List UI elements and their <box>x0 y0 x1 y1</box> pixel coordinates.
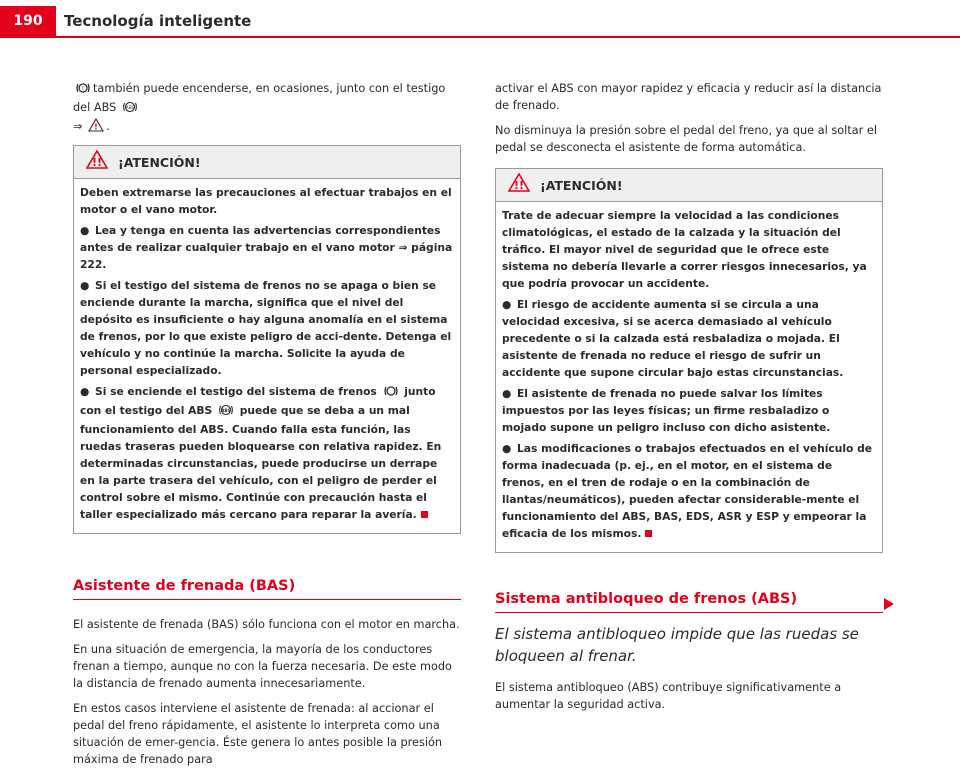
intro-text: también puede encenderse, en ocasiones, junto con el testigo del ABS <box>73 82 446 114</box>
end-marker <box>421 511 428 518</box>
paragraph: El asistente de frenada (BAS) sólo funciona con el motor en marcha. <box>73 618 460 631</box>
warning-lead: Trate de adecuar siempre la velocidad a las condiciones climatológicas, el estado de la calzada y la situación del tráfico. El mayor nivel de seguridad que le ofrece este sistema no debería llevarle a correr riesgos innecesarios, ya que podría provocar un accidente. <box>502 209 867 290</box>
abs-icon <box>218 404 234 421</box>
right-column <box>495 80 883 721</box>
warning-box-left <box>73 145 461 534</box>
warning-triangle-icon[interactable] <box>88 118 104 137</box>
warning-title: ¡ATENCIÓN! <box>540 177 623 193</box>
intro-end: . <box>106 120 110 133</box>
warning-bullet: ● Las modificaciones o trabajos efectuados en el vehículo de forma inadecuada (p. ej., en el motor, en el sistema de frenos, en el tren de rodaje o en la combinación de llantas/neumáticos), pueden afectar considerable-mente el funcionamiento del ABS, BAS, EDS, ASR y ESP y empeorar la eficacia de los mismos. <box>502 442 873 540</box>
paragraph: El sistema antibloqueo (ABS) contribuye significativamente a aumentar la seguridad activa. <box>495 681 842 711</box>
section-title-bas: Asistente de frenada (BAS) <box>73 578 461 600</box>
brake-warning-icon <box>383 385 399 402</box>
svg-text:!!: !! <box>91 156 103 169</box>
warning-body <box>496 202 882 552</box>
end-marker <box>645 530 652 537</box>
intro-arrow: ⇒ <box>73 120 83 133</box>
paragraph: activar el ABS con mayor rapidez y eficacia y reducir así la distancia de frenado. <box>495 82 882 112</box>
warning-triangle-icon <box>508 173 530 197</box>
chapter-title: Tecnología inteligente <box>64 12 252 30</box>
warning-triangle-icon <box>86 150 108 174</box>
intro-paragraph <box>73 80 461 137</box>
warning-bullet: ● El asistente de frenada no puede salvar los límites impuestos por las leyes físicas; un firme resbaladizo o mojado supone un peligro incluso con dicho asistente. <box>502 387 831 434</box>
svg-text:!: ! <box>94 122 98 132</box>
svg-text:!!: !! <box>513 179 525 192</box>
paragraph: En una situación de emergencia, la mayoría de los conductores frenan a tiempo, aunque no con la fuerza necesaria. De este modo la distancia de frenado aumenta innecesariamente. <box>73 643 452 690</box>
warning-bullet: ● Si se enciende el testigo del sistema de frenos junto con el testigo del ABS ABS puede que se deba a un mal funcionamiento del ABS. Cuando falla esta función, las ruedas traseras pueden bloquearse con relativa rapidez. En determinadas circunstancias, puede producirse un derrape en la parte trasera del vehículo, con el peligro de perder el control sobre el mismo. Continúe con precaución hasta el taller especializado más cercano para reparar la avería. <box>80 385 442 521</box>
warning-header <box>74 146 460 179</box>
warning-bullet: ● Si el testigo del sistema de frenos no se apaga o bien se enciende durante la marcha, significa que el nivel del depósito es insuficiente o hay alguna anomalía en el sistema de frenos, por lo que existe peligro de acci-dente. Detenga el vehículo y no continúe la marcha. Solicite la ayuda de personal especializado. <box>80 279 452 377</box>
warning-bullet: ● El riesgo de accidente aumenta si se circula a una velocidad excesiva, si se acerca demasiado al vehículo precedente o si la calzada está resbaladiza o mojada. El asistente de frenada no reduce el riesgo de sufrir un accidente que supone circular bajo estas circunstancias. <box>502 298 844 379</box>
header-divider <box>0 36 960 38</box>
warning-title: ¡ATENCIÓN! <box>118 154 201 170</box>
svg-text:ABS: ABS <box>221 407 231 413</box>
section-title-abs: Sistema antibloqueo de frenos (ABS) <box>495 591 883 613</box>
warning-box-right <box>495 168 883 553</box>
warning-lead: Deben extremarse las precauciones al efectuar trabajos en el motor o el vano motor. <box>80 186 452 216</box>
brake-warning-icon <box>75 82 91 99</box>
next-page-arrow-icon[interactable] <box>883 596 895 615</box>
warning-body <box>74 179 460 533</box>
svg-text:ABS: ABS <box>125 104 135 110</box>
abs-icon <box>122 101 138 118</box>
paragraph: No disminuya la presión sobre el pedal del freno, ya que al soltar el pedal se desconecta el asistente de forma automática. <box>495 124 877 154</box>
paragraph: En estos casos interviene el asistente de frenada: al accionar el pedal del freno rápidamente, el asistente lo interpreta como una situación de emer-gencia. Éste genera lo antes posible la presión máxima de frenado para <box>73 702 443 766</box>
left-column <box>73 80 461 776</box>
section-subtitle: El sistema antibloqueo impide que las ruedas se bloqueen al frenar. <box>495 625 859 665</box>
warning-header <box>496 169 882 202</box>
svg-text:!: ! <box>81 85 85 93</box>
warning-bullet: ● Lea y tenga en cuenta las advertencias correspondientes antes de realizar cualquier trabajo en el vano motor ⇒ página 222. <box>80 224 453 271</box>
page-number: 190 <box>0 6 56 36</box>
